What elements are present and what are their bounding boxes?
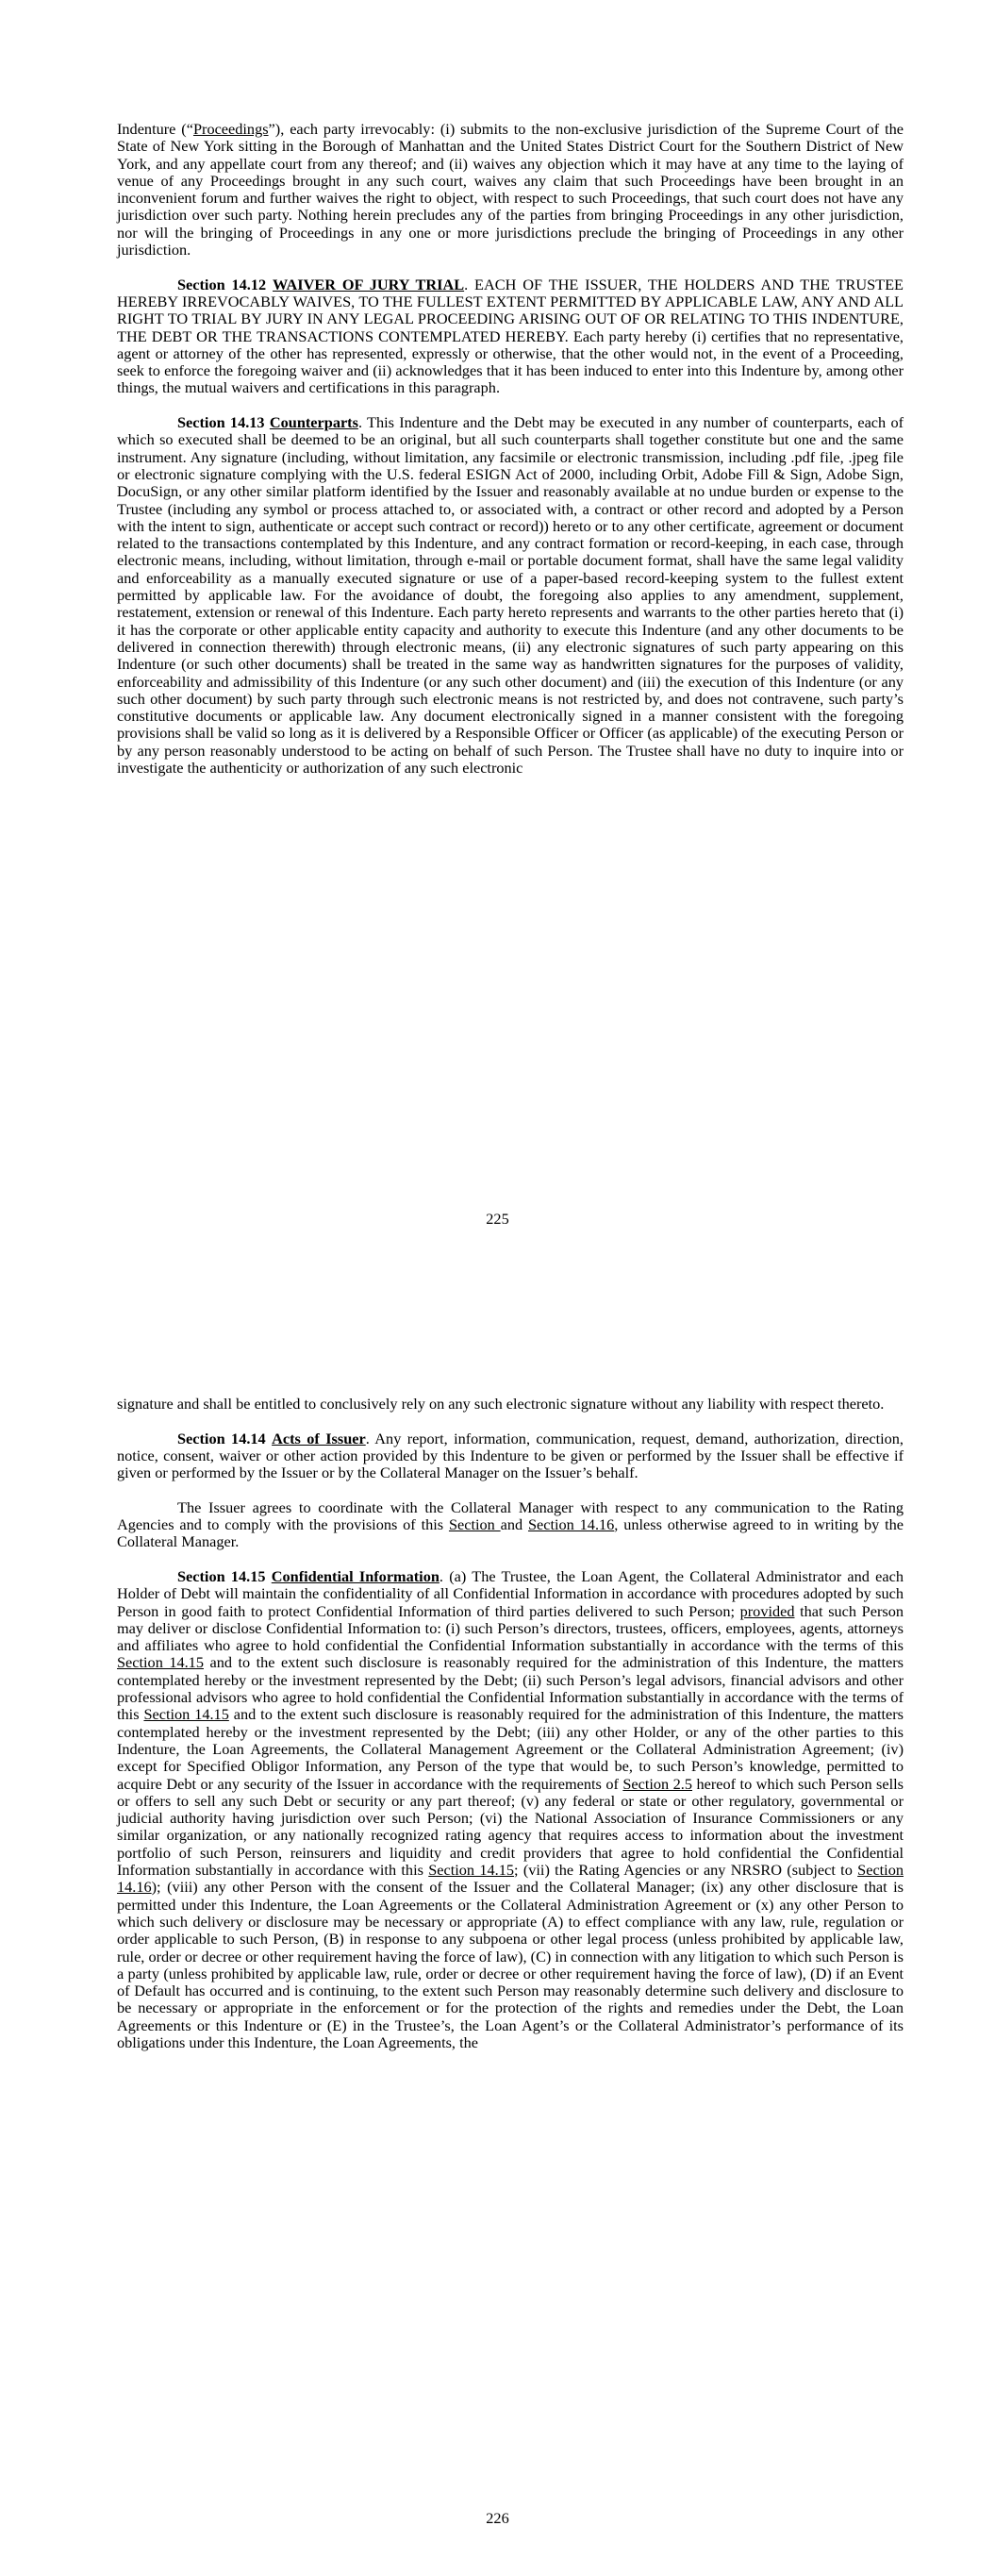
section-number: Section 14.14 [177, 1429, 266, 1447]
section-14-14: Section 14.14 Acts of Issuer. Any report, information, communication, request, demand, authorization, direction, notice, consent, waiver or other action provided by this Indenture to be given or performed by the Issuer shall be effective if given or performed by the Issuer or by the Collateral Manager on the Issuer’s behalf. [117, 1429, 904, 1482]
section-number: Section 14.15 [177, 1566, 266, 1585]
section-number: Section 14.13 [177, 413, 265, 432]
section-reference: Section 14.15 [428, 1861, 515, 1880]
paragraph-rating-agencies: The Issuer agrees to coordinate with the Collateral Manager with respect to any communication to the Rating Agencies and to comply with the provisions of this Section and Section 14.16, unless otherwise agreed to in writing by the Collateral Manager. [117, 1497, 904, 1551]
paragraph-proceedings: Indenture (“Proceedings”), each party irrevocably: (i) submits to the non-exclusive jurisdiction of the Supreme Court of the State of New York sitting in the Borough of Manhattan and the United States District Court for the Southern District of New York, and any appellate court from any thereof; and (ii) waives any objection which it may have at any time to the laying of venue of any Proceedings brought in any such court, waives any claim that such Proceedings have been brought in an inconvenient forum and further waives the right to object, with respect to such Proceedings, that such court does not have any jurisdiction over such party. Nothing herein precludes any of the parties from bringing Proceedings in any other jurisdiction, nor will the bringing of Proceedings in any one or more jurisdictions preclude the bringing of Proceedings in any other jurisdiction. [117, 120, 904, 259]
section-heading: WAIVER OF JURY TRIAL [273, 275, 465, 293]
section-reference: Section 14.16 [527, 1515, 615, 1534]
section-reference: Section 14.15 [143, 1705, 229, 1724]
page-226 [0, 1288, 995, 2576]
section-reference: Section 14.15 [117, 1653, 204, 1672]
section-reference: Section 14.16 [117, 1861, 904, 1897]
defined-term-proceedings: Proceedings [192, 120, 269, 138]
page-number: 225 [486, 1210, 509, 1228]
section-14-15: Section 14.15 Confidential Information. (a) The Trustee, the Loan Agent, the Collateral Administrator and each Holder of Debt will maintain the confidentiality of all Confidential Information in accordance with procedures adopted by such Person in good faith to protect Confidential Information of third parties delivered to such Person; provided that such Person may deliver or disclose Confidential Information to: (i) such Person’s directors, trustees, officers, employees, agents, attorneys and affiliates who agree to hold confidential the Confidential Information substantially in accordance with the terms of this Section 14.15 and to the extent such disclosure is reasonably required for the administration of this Indenture, the matters contemplated hereby or the investment represented by the Debt; (ii) such Person’s legal advisors, financial advisors and other professional advisors who agree to hold confidential the Confidential Information substantially in accordance with the terms of this Section 14.15 and to the extent such disclosure is reasonably required for the administration of this Indenture, the matters contemplated hereby or the investment represented by the Debt; (iii) any other Holder, or any of the other parties to this Indenture, the Loan Agreements, the Collateral Management Agreement or the Collateral Administration Agreement; (iv) except for Specified Obligor Information, any Person of the type that would be, to such Person’s knowledge, permitted to acquire Debt or any security of the Issuer in accordance with the requirements of Section 2.5 hereof to which such Person sells or offers to sell any such Debt or security or any part thereof; (v) any federal or state or other regulatory, governmental or judicial authority having jurisdiction over such Person; (vi) the National Association of Insurance Commissioners or any similar organization, or any nationally recognized rating agency that requires access to information about the investment portfolio of such Person, reinsurers and liquidity and credit providers that agree to hold confidential the Confidential Information substantially in accordance with this Section 14.15; (vii) the Rating Agencies or any NRSRO (subject to Section 14.16); (viii) any other Person with the consent of the Issuer and the Collateral Manager; (ix) any other disclosure that is permitted under this Indenture, the Loan Agreements or the Collateral Administration Agreement or (x) any other Person to which such delivery or disclosure may be necessary or appropriate (A) to effect compliance with any law, rule, regulation or order applicable to such Person, (B) in response to any subpoena or other legal process (unless prohibited by applicable law, rule, order or decree or other requirement having the force of law), (C) in connection with any litigation to which such Person is a party (unless prohibited by applicable law, rule, order or decree or other requirement having the force of law), (D) if an Event of Default has occurred and is continuing, to the extent such Person may reasonably determine such delivery and disclosure to be necessary or appropriate in the enforcement or for the protection of the rights and remedies under the Debt, the Loan Agreements or this Indenture or (E) in the Trustee’s, the Loan Agent’s or the Collateral Administrator’s performance of its obligations under this Indenture, the Loan Agreements, the [117, 1566, 904, 2051]
section-heading: Counterparts [269, 413, 358, 432]
section-heading: Confidential Information [271, 1566, 439, 1585]
proviso-term: provided [739, 1601, 795, 1620]
section-14-12: Section 14.12 WAIVER OF JURY TRIAL. EACH OF THE ISSUER, THE HOLDERS AND THE TRUSTEE HEREBY IRREVOCABLY WAIVES, TO THE FULLEST EXTENT PERMITTED BY APPLICABLE LAW, ANY AND ALL RIGHT TO TRIAL BY JURY IN ANY LEGAL PROCEEDING ARISING OUT OF OR RELATING TO THIS INDENTURE, THE DEBT OR THE TRANSACTIONS CONTEMPLATED HEREBY. Each party hereby (i) certifies that no representative, agent or attorney of the other has represented, expressly or otherwise, that the other would not, in the event of a Proceeding, seek to enforce the foregoing waiver and (ii) acknowledges that it has been induced to enter into this Indenture by, among other things, the mutual waivers and certifications in this paragraph. [117, 275, 904, 397]
section-reference: Section [448, 1515, 501, 1534]
section-number: Section 14.12 [177, 275, 267, 293]
section-heading: Acts of Issuer [272, 1429, 366, 1447]
page-number: 226 [486, 2509, 509, 2527]
section-reference: Section 2.5 [622, 1774, 693, 1793]
page-225-text [117, 121, 904, 795]
paragraph-signature-continuation: signature and shall be entitled to conclusively rely on any such electronic signature without any liability with respect thereto. [117, 1395, 885, 1413]
section-14-13: Section 14.13 Counterparts. This Indenture and the Debt may be executed in any number of counterparts, each of which so executed shall be deemed to be an original, but all such counterparts shall together constitute but one and the same instrument. Any signature (including, without limitation, any facsimile or electronic transmission, including .pdf file, .jpeg file or electronic signature complying with the U.S. federal ESIGN Act of 2000, including Orbit, Adobe Fill & Sign, Adobe Sign, DocuSign, or any other similar platform identified by the Issuer and reasonably available at no undue burden or expense to the Trustee (including any symbol or process attached to, or associated with, a contract or other record and adopted by a Person with the intent to sign, authenticate or accept such contract or record)) hereto or to any other certificate, agreement or document related to the transactions contemplated by this Indenture, and any contract formation or record-keeping, in each case, through electronic means, including, without limitation, through e-mail or portable document format, shall have the same legal validity and enforceability as a manually executed signature or use of a paper-based record-keeping system to the fullest extent permitted by applicable law. For the avoidance of doubt, the foregoing also applies to any amendment, supplement, restatement, extension or renewal of this Indenture. Each party hereto represents and warrants to the other parties hereto that (i) it has the corporate or other applicable entity capacity and authority to execute this Indenture (and any other documents to be delivered in connection therewith) through electronic means, (ii) any electronic signatures of such party appearing on this Indenture (or such other documents) shall be treated in the same way as handwritten signatures for the purposes of validity, enforceability and admissibility of this Indenture (or any such other document) and (iii) the execution of this Indenture (or any such other document) by such party through such electronic means is not restricted by, and does not contravene, such party’s constitutive documents or applicable law. Any document electronically signed in a manner consistent with the foregoing provisions shall be valid so long as it is delivered by a Responsible Officer or Officer (as applicable) of the executing Person or by any person reasonably understood to be acting on behalf of such Person. The Trustee shall have no duty to inquire into or investigate the authenticity or authorization of any such electronic [117, 413, 904, 777]
page-226-text [117, 1396, 904, 2069]
